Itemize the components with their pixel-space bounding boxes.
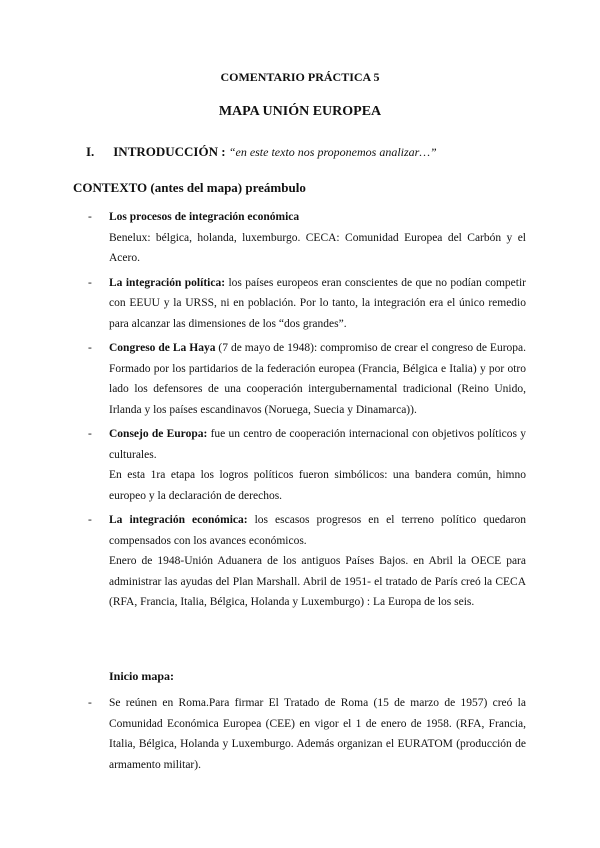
document-subtitle: MAPA UNIÓN EUROPEA <box>218 104 382 119</box>
inicio-heading: Inicio mapa: <box>109 669 175 683</box>
list-item <box>88 510 526 613</box>
context-heading: CONTEXTO (antes del mapa) preámbulo <box>73 180 306 195</box>
introduction-label: INTRODUCCIÓN : <box>113 144 226 159</box>
item-text: Se reúnen en Roma.Para firmar El Tratado de Roma (15 de marzo de 1957) creó la Comunidad Económica Europea (CEE) en vigor el 1 de enero de 1958. (RFA, Francia, Italia, Bélgica, Holanda y Luxemburgo. Además organizan el EURATOM (producción de armamento militar). <box>109 697 526 771</box>
introduction-quote: “en este texto nos proponemos analizar…” <box>228 145 437 159</box>
list-dash: - <box>88 428 92 440</box>
item-text: Benelux: bélgica, holanda, luxemburgo. CECA: Comunidad Europea del Carbón y el Acero. <box>109 231 526 264</box>
item-extra-text: Enero de 1948-Unión Aduanera de los antiguos Países Bajos. en Abril la OECE para administrar las ayudas del Plan Marshall. Abril de 1951- el tratado de París creó la CECA (RFA, Francia, Italia, Bélgica, Holanda y Luxemburgo) : La Europa de los seis. <box>109 555 526 608</box>
item-heading: Los procesos de integración económica <box>109 211 300 223</box>
list-item <box>88 424 526 506</box>
item-text: los países europeos eran conscientes de que no podían competir con EEUU y la URSS, ni en población. Por lo tanto, la integración era el único remedio para alcanzar las dimensiones de los “dos grandes”. <box>109 276 526 330</box>
list-item <box>88 273 526 335</box>
list-dash: - <box>88 276 92 289</box>
item-text: los escasos progresos en el terreno político quedaron compensados con los avances económicos. <box>109 514 526 547</box>
item-text: (7 de mayo de 1948): compromiso de crear el congreso de Europa. Formado por los partidarios de la federación europea (Francia, Bélgica e Italia) y por otro lado los defensores de una cooperación intergubernamental tradicional (Reino Unido, Irlanda y los países escandinavos (Noruega, Suecia y Dinamarca)). <box>109 342 526 416</box>
item-extra-text: En esta 1ra etapa los logros políticos fueron simbólicos: una bandera común, himno europeo y la declaración de derechos. <box>109 469 526 502</box>
list-item <box>88 338 526 420</box>
item-heading: La integración política: <box>109 276 226 289</box>
item-heading: Congreso de La Haya <box>109 342 216 354</box>
list-dash: - <box>88 342 92 354</box>
item-heading: Consejo de Europa: <box>109 428 208 440</box>
inicio-list <box>88 693 526 775</box>
list-dash: - <box>88 514 92 526</box>
item-heading: La integración económica: <box>109 514 248 526</box>
section-number: I. <box>86 144 95 159</box>
list-dash: - <box>88 211 92 223</box>
item-text: fue un centro de cooperación internacional con objetivos políticos y culturales. <box>109 428 526 461</box>
list-dash: - <box>88 697 92 709</box>
list-item <box>88 207 526 269</box>
document-title: COMENTARIO PRÁCTICA 5 <box>220 70 380 84</box>
list-item <box>88 693 526 775</box>
introduction-heading <box>86 144 546 160</box>
context-list <box>88 207 526 613</box>
